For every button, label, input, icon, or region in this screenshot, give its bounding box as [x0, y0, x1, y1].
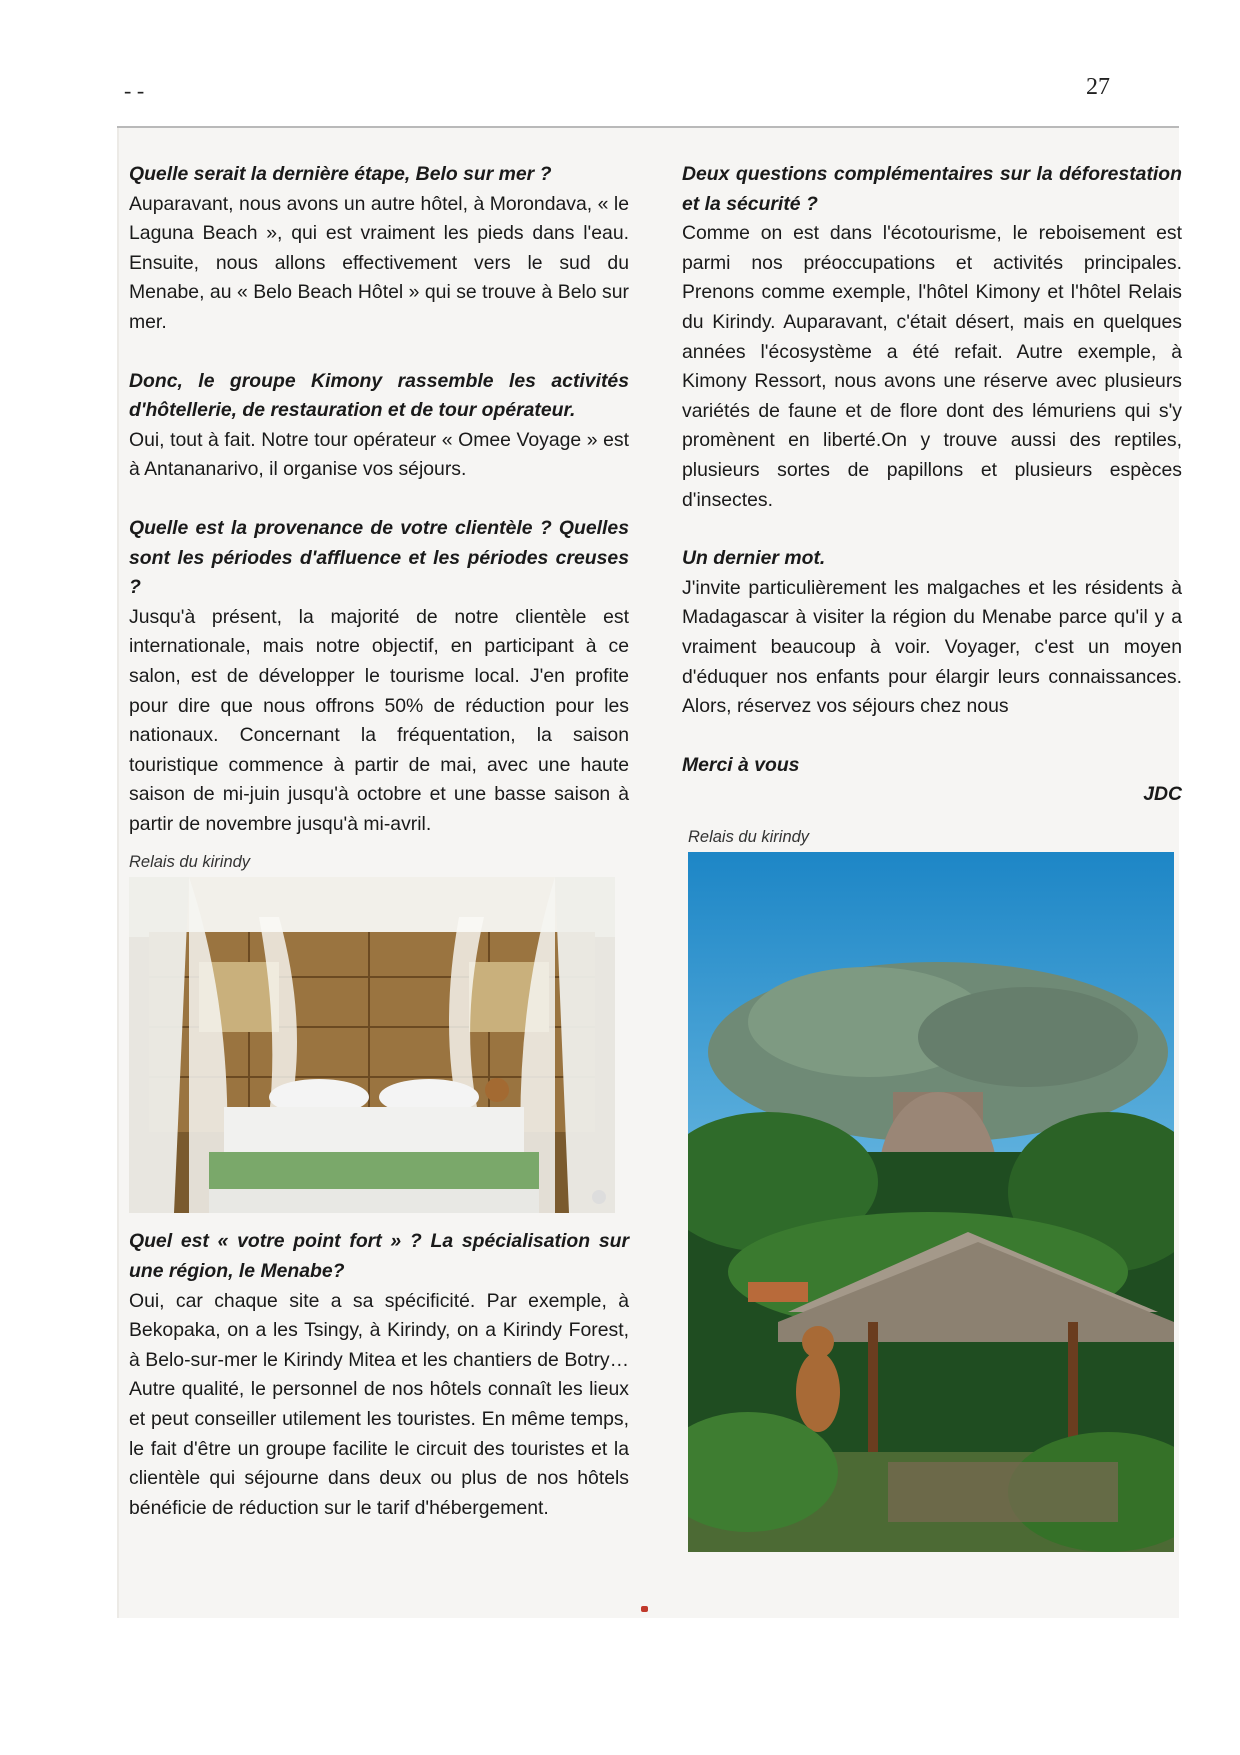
question-heading: Quelle serait la dernière étape, Belo sur mer ? [129, 163, 552, 185]
baobab-photo [688, 852, 1174, 1552]
qa-block-clientele [129, 514, 629, 840]
photo-caption: Relais du kirindy [129, 853, 251, 872]
answer-text: Comme on est dans l'écotourisme, le reboisement est parmi nos préoccupations et activités principales. Prenons comme exemple, l'hôtel Kimony et l'hôtel Relais du Kirindy. Auparavant, c'était désert, mais en quelques années l'écosystème a été refait. Autre exemple, à Kimony Ressort, nous avons une réserve avec plusieurs variétés de faune et de flore dont des lémuriens qui s'y promènent en liberté.On y trouve aussi des reptiles, plusieurs sortes de papillons et plusieurs espèces d'insectes. [682, 222, 1182, 511]
question-heading: Quelle est la provenance de votre clientèle ? Quelles sont les périodes d'affluence et les périodes creuses ? [129, 516, 629, 599]
photo-caption: Relais du kirindy [688, 827, 810, 846]
question-heading: Deux questions complémentaires sur la déforestation et la sécurité ? [682, 163, 1182, 215]
header-mark: - - [124, 78, 145, 103]
print-mark [641, 1606, 648, 1612]
qa-block-kimony-group [129, 367, 629, 485]
qa-block-deforestation [682, 160, 1182, 515]
bedroom-photo [129, 877, 615, 1213]
left-column [129, 160, 629, 1523]
answer-text: Auparavant, nous avons un autre hôtel, à Morondava, « le Laguna Beach », qui est vraiment les pieds dans l'eau. Ensuite, nous allons effectivement vers le sud du Menabe, au « Belo Beach Hôtel » qui se trouve à Belo sur mer. [129, 192, 629, 333]
right-column [682, 160, 1182, 1552]
question-heading: Un dernier mot. [682, 547, 826, 570]
qa-block-dernier-mot [682, 544, 1182, 722]
article-scan [117, 126, 1182, 1618]
page-number: 27 [1086, 74, 1110, 100]
question-heading: Quel est « votre point fort » ? La spécialisation sur une région, le Menabe? [129, 1230, 629, 1283]
qa-block-belo [129, 160, 629, 338]
closing-thanks: Merci à vous [682, 753, 800, 776]
answer-text: Jusqu'à présent, la majorité de notre clientèle est internationale, mais notre objectif, en participant à ce salon, est de développer le tourisme local. J'en profite pour dire que nous offrons 50% de réduction pour les nationaux. Concernant la fréquentation, la saison touristique commence à partir de mai, avec une haute saison de mi-juin jusqu'à octobre et une basse saison à partir de novembre jusqu'à mi-avril. [129, 605, 629, 835]
answer-text: Oui, car chaque site a sa spécificité. Par exemple, à Bekopaka, on a les Tsingy, à Kirindy, on a Kirindy Forest, à Belo-sur-mer le Kirindy Mitea et les chantiers de Botry…Autre qualité, le personnel de nos hôtels connaît les lieux et peut conseiller utilement les touristes. En même temps, le fait d'être un groupe facilite le circuit des touristes et la clientèle qui séjourne dans deux ou plus de nos hôtels bénéficie de réduction sur le tarif d'hébergement. [129, 1289, 629, 1519]
answer-text: J'invite particulièrement les malgaches et les résidents à Madagascar à visiter la région du Menabe parce qu'il y a vraiment beaucoup à voir. Voyager, c'est un moyen d'éduquer nos enfants pour élargir leurs connaissances. Alors, réservez vos séjours chez nous [682, 576, 1182, 718]
qa-block-point-fort [129, 1227, 629, 1523]
question-heading: Donc, le groupe Kimony rassemble les activités d'hôtellerie, de restauration et de tour opérateur. [129, 369, 629, 422]
answer-text: Oui, tout à fait. Notre tour opérateur « Omee Voyage » est à Antananarivo, il organise vos séjours. [129, 428, 629, 481]
author-signature: JDC [1143, 783, 1182, 806]
